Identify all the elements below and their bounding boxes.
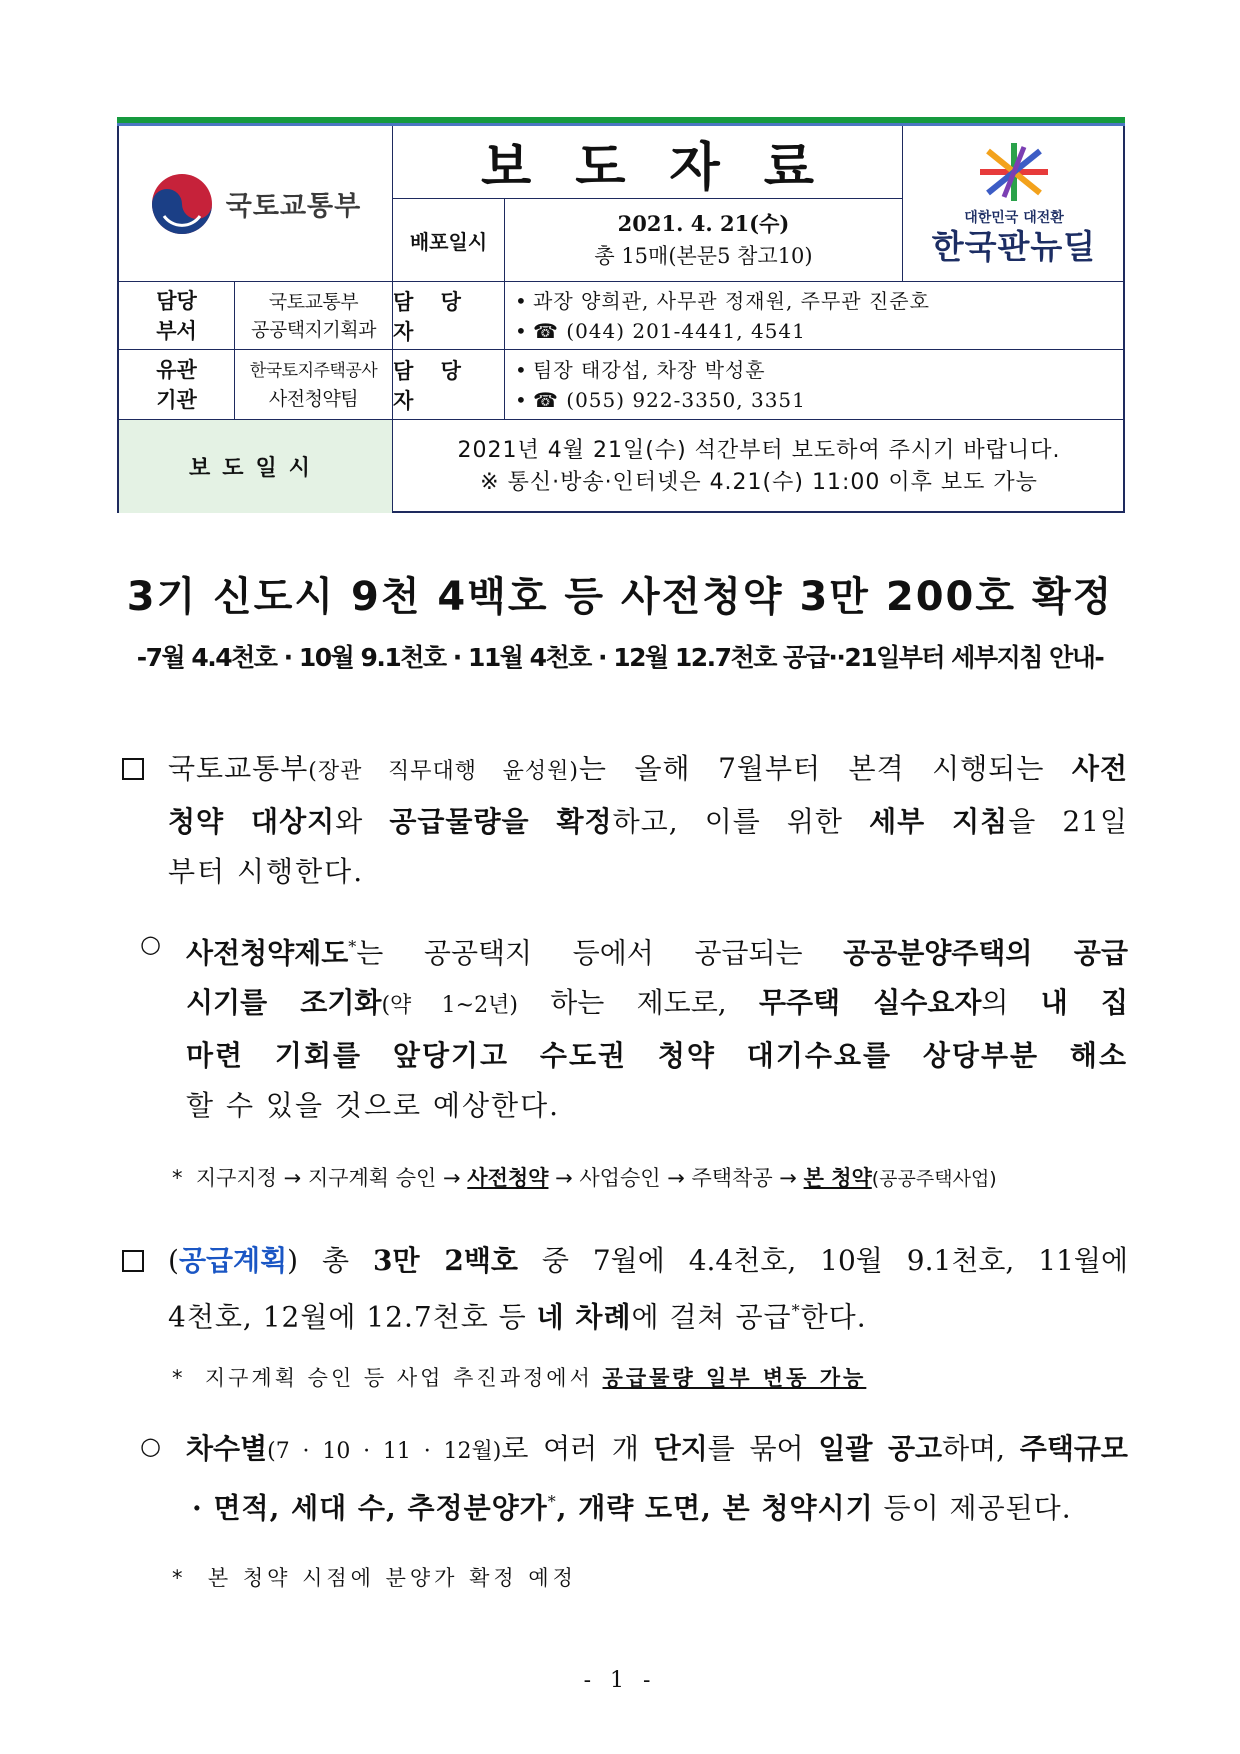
agency-type-label: 유관 기관 <box>119 350 235 420</box>
page-count: 총 15매(본문5 참고10) <box>594 244 813 268</box>
embargo-value <box>393 420 1125 513</box>
release-date: 2021. 4. 21(수) <box>617 211 790 236</box>
paragraph-2: 사전청약제도*는 공공택지 등에서 공급되는 공공분양주택의 공급 시기를 조기화(약 1~2년) 하는 제도로, 무주택 실수요자의 내 집 마련 기회를 앞당기고 수도권 청약 대기수요를 상당부분 해소 할 수 있을 것으로 예상한다. <box>186 936 1128 1123</box>
paragraph-1: 국토교통부(장관 직무대행 윤성원)는 올해 7월부터 본격 시행되는 사전 청약 대상지와 공급물량을 확정하고, 이를 위한 세부 지침을 21일 부터 시행한다. <box>168 752 1128 888</box>
doc-type-title: 보도자료 <box>393 126 903 199</box>
new-deal-name: 한국판뉴딜 <box>931 226 1097 266</box>
dept-people: 과장 양희관, 사무관 정재원, 주무관 진준호 <box>533 288 930 313</box>
dept-type-label: 담당 부서 <box>119 282 235 350</box>
dept-contact-label: 담 당 자 <box>393 282 505 350</box>
ministry-logo <box>119 126 393 282</box>
footnote-price: * 본 청약 시점에 분양가 확정 예정 <box>172 1566 577 1590</box>
embargo-label: 보도일시 <box>119 420 393 513</box>
agency-contact-label: 담 당 자 <box>393 350 505 420</box>
paragraph-4: 차수별(7 · 10 · 11 · 12월)로 여러 개 단지를 묶어 일괄 공고하며, 주택규모 · 면적, 세대 수, 추정분양가*, 개략 도면, 본 청약시기 등이 제공된다. <box>186 1432 1128 1525</box>
agency-contact-info: • 팀장 태강섭, 차장 박성훈 • ☎ (055) 922-3350, 3351 <box>505 350 1125 420</box>
footnote-process: * 지구지정 → 지구계획 승인 → 사전청약 → 사업승인 → 주택착공 → 본 청약(공공주택사업) <box>172 1166 997 1190</box>
release-date-value <box>505 199 903 282</box>
circle-bullet-icon: ○ <box>140 1432 161 1460</box>
embargo-line-2: ※ 통신·방송·인터넷은 4.21(수) 11:00 이후 보도 가능 <box>480 469 1038 495</box>
checkbox-bullet-icon <box>122 1250 144 1272</box>
new-deal-star-icon <box>966 141 1062 203</box>
agency-people: 팀장 태강섭, 차장 박성훈 <box>533 357 766 382</box>
dept-phone: (044) 201-4441, 4541 <box>566 318 806 343</box>
subheadline: -7월 4.4천호 · 10월 9.1천호 · 11월 4천호 · 12월 12.7천호 공급··21일부터 세부지침 안내- <box>136 643 1104 672</box>
ministry-name: 국토교통부 <box>225 191 362 222</box>
press-release-header <box>117 117 1125 513</box>
headline: 3기 신도시 9천 4백호 등 사전청약 3만 200호 확정 <box>126 574 1114 620</box>
paragraph-3: (공급계획) 총 3만 2백호 중 7월에 4.4천호, 10월 9.1천호, 11월에 4천호, 12월에 12.7천호 등 네 차례에 걸쳐 공급*한다. <box>168 1244 1128 1334</box>
checkbox-bullet-icon <box>122 758 144 780</box>
new-deal-slogan: 대한민국 대전환 <box>964 209 1064 226</box>
phone-icon: ☎ <box>533 387 559 412</box>
taegeuk-icon <box>150 172 214 236</box>
agency-phone: (055) 922-3350, 3351 <box>566 387 806 412</box>
embargo-line-1: 2021년 4월 21일(수) 석간부터 보도하여 주시기 바랍니다. <box>457 437 1061 463</box>
footnote-quantity-change: * 지구계획 승인 등 사업 추진과정에서 공급물량 일부 변동 가능 <box>172 1366 867 1390</box>
new-deal-logo <box>903 126 1125 282</box>
dept-contact-info: • 과장 양희관, 사무관 정재원, 주무관 진준호 • ☎ (044) 201-4441, 4541 <box>505 282 1125 350</box>
dept-org: 국토교통부 공공택지기획과 <box>235 282 393 350</box>
agency-org: 한국토지주택공사 사전청약팀 <box>235 350 393 420</box>
phone-icon: ☎ <box>533 318 559 343</box>
circle-bullet-icon: ○ <box>140 930 161 958</box>
page-number: - 1 - <box>583 1668 657 1693</box>
release-date-label: 배포일시 <box>393 199 505 282</box>
